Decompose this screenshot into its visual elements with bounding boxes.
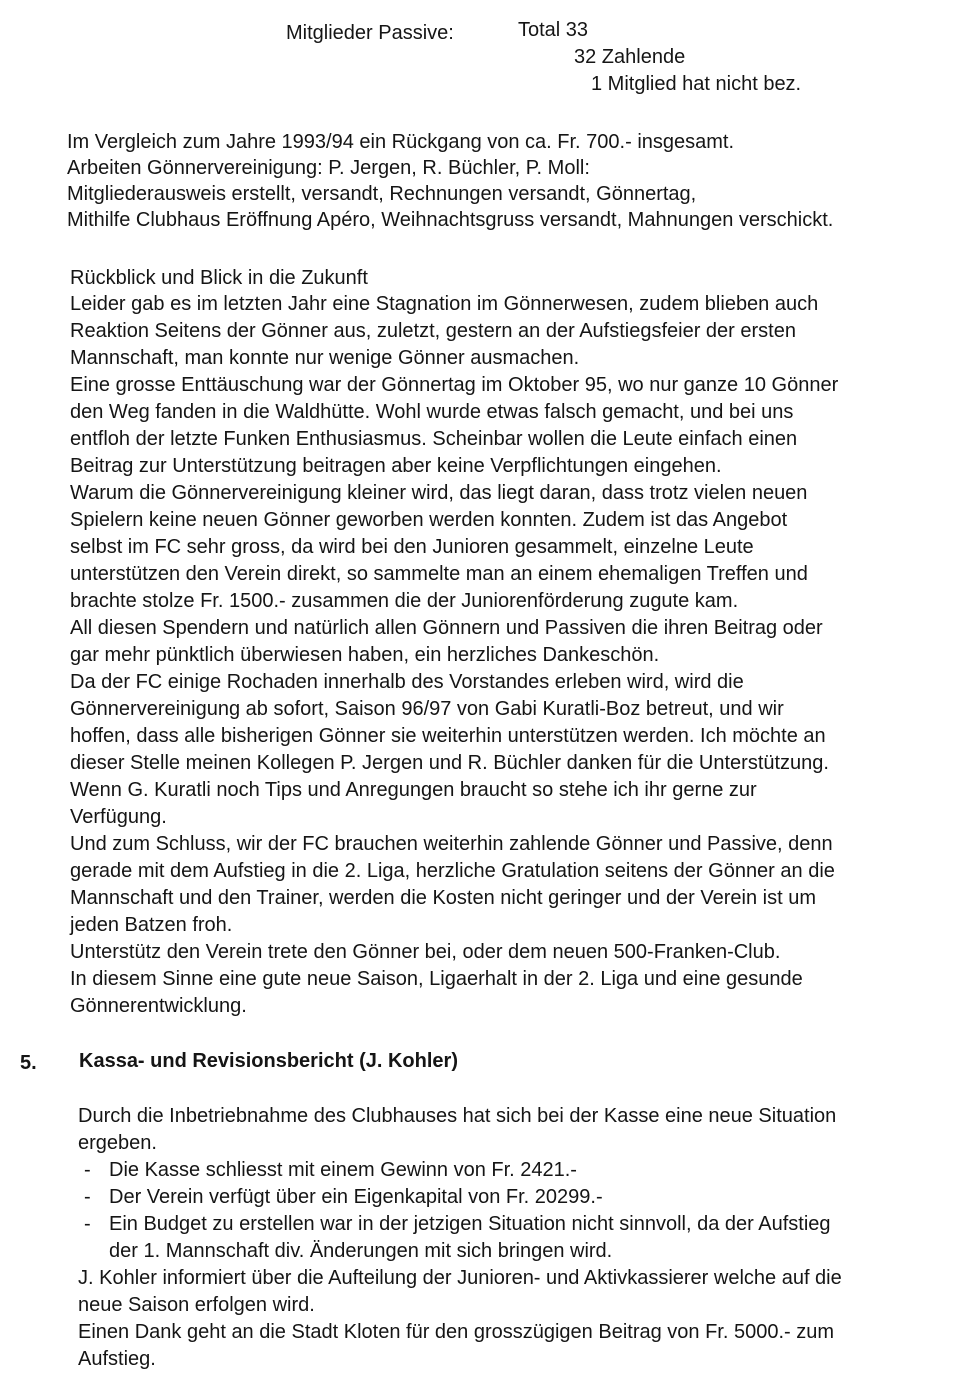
intro-line: Mithilfe Clubhaus Eröffnung Apéro, Weihnachtsgruss versandt, Mahnungen verschickt. xyxy=(67,209,834,231)
review-line: jeden Batzen froh. xyxy=(70,914,233,936)
review-line: den Weg fanden in die Waldhütte. Wohl wurde etwas falsch gemacht, und bei uns xyxy=(70,401,794,423)
section5-intro-line: ergeben. xyxy=(78,1132,157,1154)
intro-line: Arbeiten Gönnervereinigung: P. Jergen, R. Büchler, P. Moll: xyxy=(67,157,590,179)
review-heading: Rückblick und Blick in die Zukunft xyxy=(70,267,368,289)
review-line: Beitrag zur Unterstützung beitragen aber keine Verpflichtungen eingehen. xyxy=(70,455,722,477)
review-line: Warum die Gönnervereinigung kleiner wird, das liegt daran, dass trotz vielen neuen xyxy=(70,482,808,504)
bullet-item-continuation: der 1. Mannschaft div. Änderungen mit sich bringen wird. xyxy=(109,1240,613,1262)
review-line: Und zum Schluss, wir der FC brauchen weiterhin zahlende Gönner und Passive, denn xyxy=(70,833,833,855)
section5-outro-line: neue Saison erfolgen wird. xyxy=(78,1294,315,1316)
bullet-item: Der Verein verfügt über ein Eigenkapital von Fr. 20299.- xyxy=(109,1186,603,1208)
review-line: Leider gab es im letzten Jahr eine Stagnation im Gönnerwesen, zudem blieben auch xyxy=(70,293,819,315)
review-line: Spielern keine neuen Gönner geworben werden konnten. Zudem ist das Angebot xyxy=(70,509,788,531)
members-paying: 32 Zahlende xyxy=(574,46,686,68)
review-line: Mannschaft, man konnte nur wenige Gönner ausmachen. xyxy=(70,347,580,369)
review-line: selbst im FC sehr gross, da wird bei den Junioren gesammelt, einzelne Leute xyxy=(70,536,754,558)
review-line: Gönnerentwicklung. xyxy=(70,995,247,1017)
bullet-item: Die Kasse schliesst mit einem Gewinn von Fr. 2421.- xyxy=(109,1159,577,1181)
review-line: Eine grosse Enttäuschung war der Gönnertag im Oktober 95, wo nur ganze 10 Gönner xyxy=(70,374,839,396)
review-line: dieser Stelle meinen Kollegen P. Jergen und R. Büchler danken für die Unterstützung. xyxy=(70,752,829,774)
section-title: Kassa- und Revisionsbericht (J. Kohler) xyxy=(79,1050,458,1072)
review-line: Mannschaft und den Trainer, werden die Kosten nicht geringer und der Verein ist um xyxy=(70,887,817,909)
bullet-dash: - xyxy=(84,1213,91,1235)
members-label: Mitglieder Passive: xyxy=(286,22,454,44)
bullet-dash: - xyxy=(84,1159,91,1181)
intro-line: Mitgliederausweis erstellt, versandt, Rechnungen versandt, Gönnertag, xyxy=(67,183,697,205)
review-line: entfloh der letzte Funken Enthusiasmus. Scheinbar wollen die Leute einfach einen xyxy=(70,428,798,450)
intro-line: Im Vergleich zum Jahre 1993/94 ein Rückgang von ca. Fr. 700.- insgesamt. xyxy=(67,131,735,153)
section5-intro-line: Durch die Inbetriebnahme des Clubhauses hat sich bei der Kasse eine neue Situation xyxy=(78,1105,837,1127)
review-line: hoffen, dass alle bisherigen Gönner sie weiterhin unterstützen werden. Ich möchte an xyxy=(70,725,826,747)
review-line: Wenn G. Kuratli noch Tips und Anregungen braucht so stehe ich ihr gerne zur xyxy=(70,779,757,801)
section5-outro-line: Einen Dank geht an die Stadt Kloten für den grosszügigen Beitrag von Fr. 5000.- zum xyxy=(78,1321,835,1343)
section5-outro-line: Aufstieg. xyxy=(78,1348,156,1370)
section5-outro-line: J. Kohler informiert über die Aufteilung der Junioren- und Aktivkassierer welche auf die xyxy=(78,1267,842,1289)
review-line: gerade mit dem Aufstieg in die 2. Liga, herzliche Gratulation seitens der Gönner an die xyxy=(70,860,835,882)
review-line: Da der FC einige Rochaden innerhalb des Vorstandes erleben wird, wird die xyxy=(70,671,744,693)
bullet-dash: - xyxy=(84,1186,91,1208)
review-line: All diesen Spendern und natürlich allen Gönnern und Passiven die ihren Beitrag oder xyxy=(70,617,823,639)
bullet-item: Ein Budget zu erstellen war in der jetzigen Situation nicht sinnvoll, da der Aufstieg xyxy=(109,1213,831,1235)
review-line: unterstützen den Verein direkt, so sammelte man an einem ehemaligen Treffen und xyxy=(70,563,808,585)
review-line: Reaktion Seitens der Gönner aus, zuletzt, gestern an der Aufstiegsfeier der ersten xyxy=(70,320,796,342)
review-line: gar mehr pünktlich überwiesen haben, ein herzliches Dankeschön. xyxy=(70,644,660,666)
members-unpaid: 1 Mitglied hat nicht bez. xyxy=(591,73,802,95)
review-line: Unterstütz den Verein trete den Gönner bei, oder dem neuen 500-Franken-Club. xyxy=(70,941,781,963)
members-total: Total 33 xyxy=(518,19,589,41)
section-number: 5. xyxy=(20,1052,37,1074)
review-line: In diesem Sinne eine gute neue Saison, Ligaerhalt in der 2. Liga und eine gesunde xyxy=(70,968,803,990)
review-line: Verfügung. xyxy=(70,806,167,828)
review-line: Gönnervereinigung ab sofort, Saison 96/97 von Gabi Kuratli-Boz betreut, und wir xyxy=(70,698,784,720)
review-line: brachte stolze Fr. 1500.- zusammen die der Juniorenförderung zugute kam. xyxy=(70,590,739,612)
